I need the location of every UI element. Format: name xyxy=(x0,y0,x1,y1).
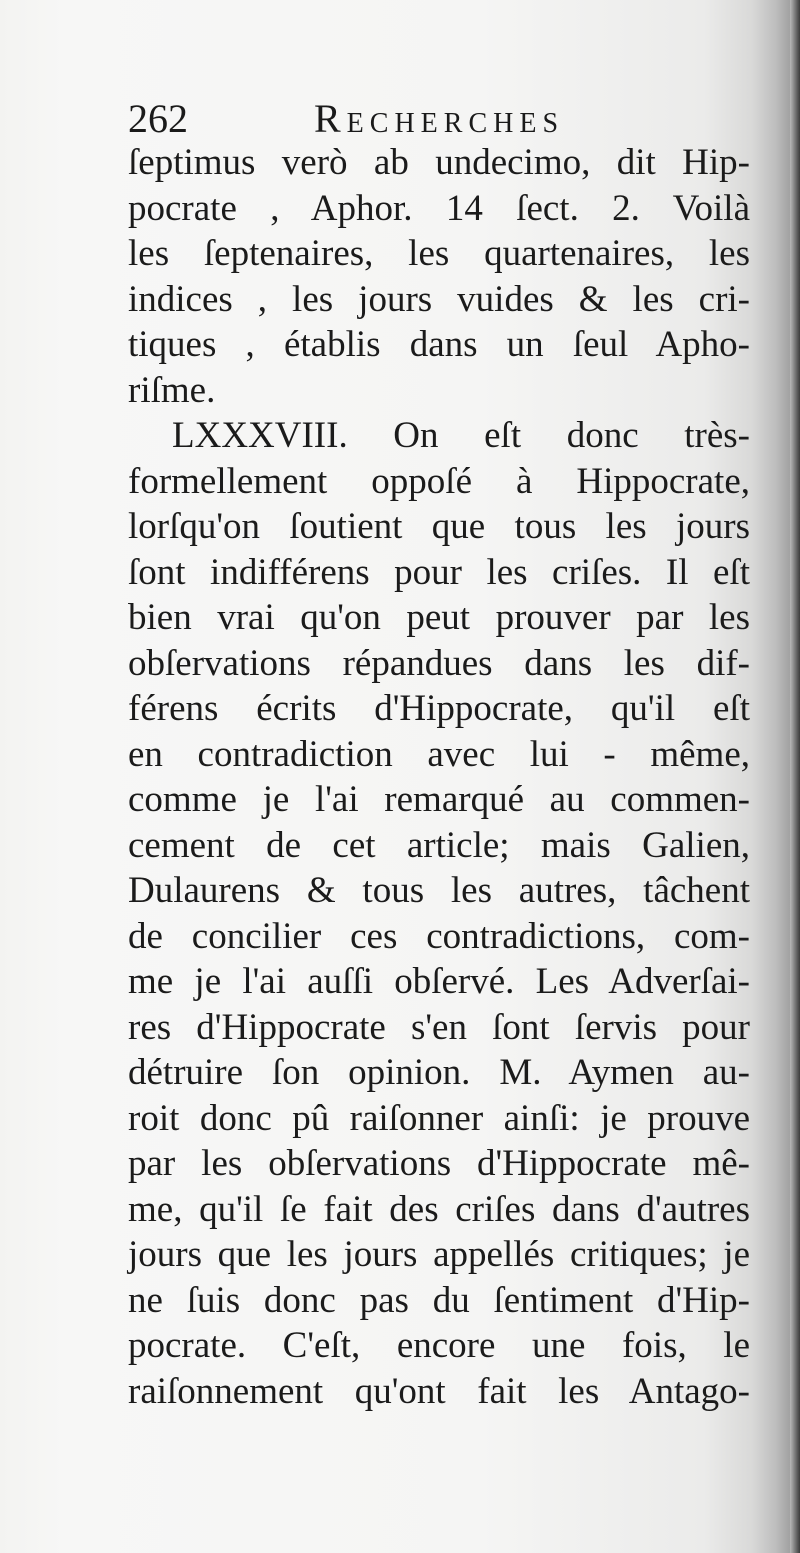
text-line: pocrate. C'eſt, encore une fois, le xyxy=(128,1325,750,1366)
page-header xyxy=(128,94,748,144)
text-line: par les obſervations d'Hippocrate mê- xyxy=(128,1143,750,1184)
text-line: férens écrits d'Hippocrate, qu'il eſt xyxy=(128,688,750,729)
page-number: 262 xyxy=(128,96,188,141)
text-line: ſont indifférens pour les criſes. Il eſt xyxy=(128,551,750,593)
text-line: lorſqu'on ſoutient que tous les jours xyxy=(128,506,750,547)
text-line: raiſonnement qu'ont fait les Antago- xyxy=(128,1370,750,1412)
text-line: riſme. xyxy=(128,369,216,411)
running-title: Recherches xyxy=(314,96,565,141)
text-line: me, qu'il ſe fait des criſes dans d'autres xyxy=(128,1188,750,1230)
text-line: tiques , établis dans un ſeul Apho- xyxy=(128,324,750,365)
text-line: détruire ſon opinion. M. Aymen au- xyxy=(128,1052,750,1093)
text-line: jours que les jours appellés critiques; je xyxy=(128,1234,750,1275)
text-line: les ſeptenaires, les quartenaires, les xyxy=(128,233,750,274)
page-edge-shadow xyxy=(790,0,800,1553)
text-line: obſervations répandues dans les dif- xyxy=(128,642,750,684)
text-line: ne ſuis donc pas du ſentiment d'Hip- xyxy=(128,1279,750,1321)
text-line: comme je l'ai remarqué au commen- xyxy=(128,779,750,820)
text-line: pocrate , Aphor. 14 ſect. 2. Voilà xyxy=(128,187,750,229)
text-line: bien vrai qu'on peut prouver par les xyxy=(128,597,750,638)
text-line: ſeptimus verò ab undecimo, dit Hip- xyxy=(128,142,750,183)
text-line: de concilier ces contradictions, com- xyxy=(128,915,750,957)
text-line: en contradiction avec lui - même, xyxy=(128,733,750,775)
text-line: LXXXVIII. On eſt donc très- xyxy=(172,415,750,456)
text-line: indices , les jours vuides & les cri- xyxy=(128,278,750,320)
text-line: res d'Hippocrate s'en ſont ſervis pour xyxy=(128,1006,750,1048)
text-line: formellement oppoſé à Hippocrate, xyxy=(128,460,750,502)
body-text xyxy=(128,140,750,1414)
text-line: me je l'ai auſſi obſervé. Les Adverſai- xyxy=(128,961,750,1002)
text-line: cement de cet article; mais Galien, xyxy=(128,824,750,866)
text-line: Dulaurens & tous les autres, tâchent xyxy=(128,870,750,911)
text-line: roit donc pû raiſonner ainſi: je prouve xyxy=(128,1097,750,1139)
